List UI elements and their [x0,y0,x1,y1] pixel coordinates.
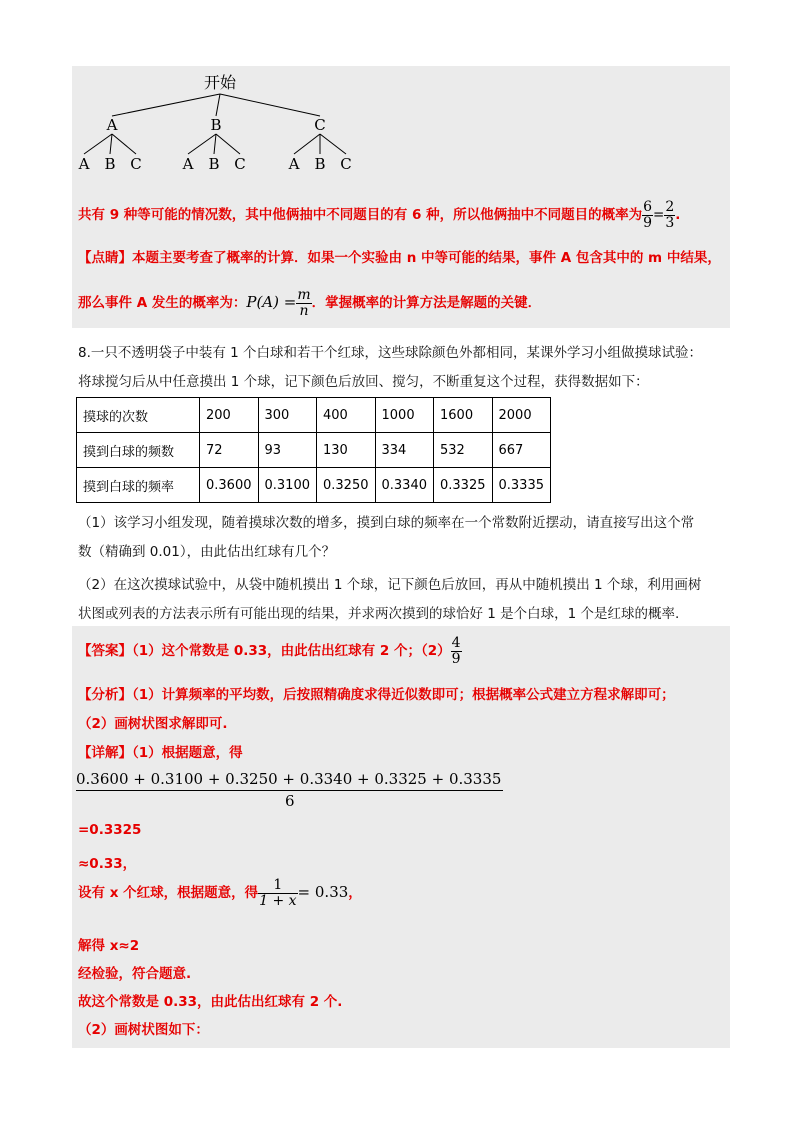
answer-text: （1）这个常数是 0.33，由此估出红球有 2 个；（2） [132,643,451,660]
equation-approx: ≈0.33， [78,856,137,872]
table-cell: 0.3340 [375,468,434,503]
table-cell: 667 [492,433,551,468]
table-cell: 200 [200,398,259,433]
table-cell: 摸到白球的频率 [77,468,200,503]
tree-leaf: B [208,155,220,173]
part-1-line1: （1）该学习小组发现，随着摸球次数的增多，摸到白球的频率在一个常数附近摆动，请直接写出这个常 [78,515,695,531]
table-cell: 0.3335 [492,468,551,503]
set-x-text: 设有 x 个红球，根据题意，得 [78,885,259,902]
table-cell: 1000 [375,398,434,433]
conclusion-line: 故这个常数是 0.33，由此估出红球有 2 个. [78,994,343,1010]
table-cell: 0.3325 [434,468,493,503]
key-point-formula-line [78,288,541,318]
answer-tag: 【答案】 [78,643,132,660]
equals-sign: = [653,207,665,224]
tree-leaf: C [130,155,142,173]
answer-line [78,636,462,666]
table-cell: 1600 [434,398,493,433]
fraction-m-over-n: $\frac{m}{n}$ [297,287,311,319]
set-x-equals: = 0.33 [297,883,349,902]
tree-leaf: A [78,155,90,173]
table-cell: 72 [200,433,259,468]
probability-text: 共有 9 种等可能的情况数，其中他俩抽中不同题目的有 6 种，所以他俩抽中不同题目的概率为 [78,207,643,224]
detail-tag: 【详解】 [78,745,132,761]
tree-leaf: A [182,155,194,173]
key-point-end: ．掌握概率的计算方法是解题的关键． [311,295,542,312]
tree-leaf: A [288,155,300,173]
detail-line [78,741,243,761]
table-row [77,468,551,503]
key-point-formula-text: 那么事件 A 发生的概率为： [78,295,247,312]
probability-sentence [78,200,680,230]
table-row [77,433,551,468]
tree-leaf: C [340,155,352,173]
fraction-four-ninths: $\frac{4}{9}$ [451,635,461,667]
part-2-line1: （2）在这次摸球试验中，从袋中随机摸出 1 个球，记下颜色后放回，再从中随机摸出 1 个球，利用画树 [78,577,702,593]
detail-text: （1）根据题意，得 [132,745,243,761]
part-2-answer-line: （2）画树状图如下： [78,1022,209,1038]
set-x-line [78,878,362,908]
analysis-tag: 【分析】 [78,687,132,703]
table-cell: 0.3100 [258,468,317,503]
table-cell: 2000 [492,398,551,433]
analysis-line2: （2）画树状图求解即可. [78,716,228,732]
tree-level1-a: A [106,116,118,134]
key-point-line [78,246,721,266]
table-cell: 摸球的次数 [77,398,200,433]
key-point-tag: 【点睛】 [78,250,132,266]
average-denominator: 6 [284,792,295,810]
check-line: 经检验，符合题意. [78,966,192,982]
table-cell: 130 [317,433,376,468]
part-1-line2: 数（精确到 0.01），由此估出红球有几个？ [78,544,336,560]
analysis-text: （1）计算频率的平均数，后按照精确度求得近似数即可；根据概率公式建立方程求解即可； [132,687,675,703]
table-cell: 0.3600 [200,468,259,503]
question-8-line1: 8.一只不透明袋子中装有 1 个白球和若干个红球，这些球除颜色外都相同，某课外学习小组做摸球试验： [78,345,703,361]
comma: ， [348,885,362,902]
table-cell: 0.3250 [317,468,376,503]
average-fraction [76,770,503,810]
data-table [76,397,551,503]
tree-leaf: B [104,155,116,173]
average-numerator: 0.3600 + 0.3100 + 0.3250 + 0.3340 + 0.3325 + 0.3335 [76,770,503,791]
tree-root: 开始 [203,73,237,92]
table-row [77,398,551,433]
table-cell: 334 [375,433,434,468]
fraction-six-ninths: $\frac{6}{9}$ [643,199,653,231]
tree-level1-b: B [210,116,222,134]
fraction-one-over-one-plus-x: $\frac{1}{1 + x}$ [259,877,297,909]
solve-line: 解得 x≈2 [78,938,140,954]
equation-result: =0.3325 [78,822,142,838]
period: . [675,207,681,224]
table-cell: 摸到白球的频数 [77,433,200,468]
question-8-line2: 将球搅匀后从中任意摸出 1 个球，记下颜色后放回、搅匀，不断重复这个过程，获得数据如下： [78,374,649,390]
tree-diagram [70,70,370,180]
table-cell: 93 [258,433,317,468]
probability-formula: P(A) = [246,293,297,312]
part-2-line2: 状图或列表的方法表示所有可能出现的结果，并求两次摸到的球恰好 1 是个白球，1 个是红球的概率. [78,606,680,622]
tree-leaf: B [314,155,326,173]
analysis-line [78,683,675,703]
tree-leaf: C [234,155,246,173]
key-point-text: 本题主要考查了概率的计算．如果一个实验由 n 中等可能的结果，事件 A 包含其中的 m 中结果， [132,250,721,266]
tree-level1-c: C [314,116,326,134]
table-cell: 532 [434,433,493,468]
fraction-two-thirds: $\frac{2}{3}$ [665,199,675,231]
table-cell: 400 [317,398,376,433]
table-cell: 300 [258,398,317,433]
